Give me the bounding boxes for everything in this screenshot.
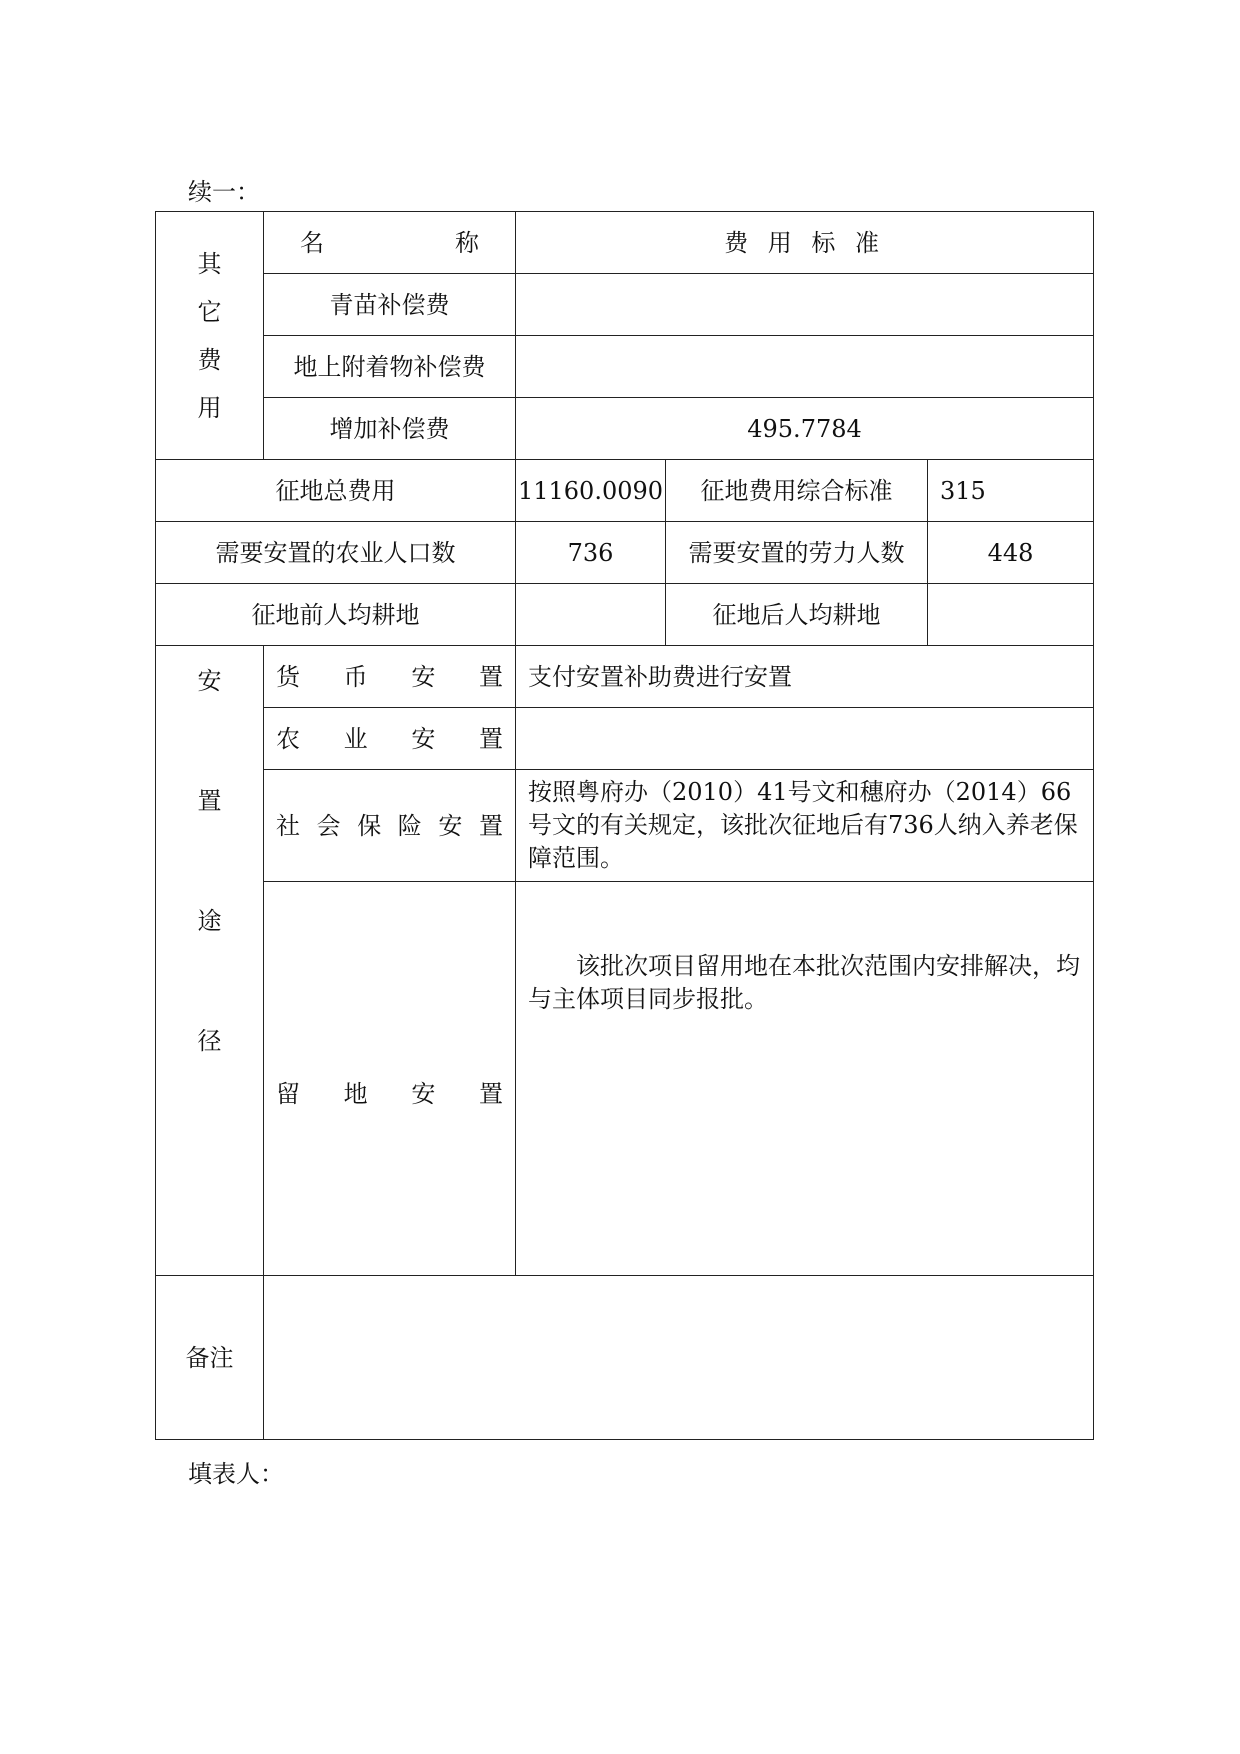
name-char: 留	[276, 1080, 300, 1108]
fee-value-seedling	[516, 274, 1094, 336]
fee-name-attachments: 地上附着物补偿费	[264, 336, 516, 398]
agri-population-value: 736	[516, 522, 666, 584]
reserved-land-resettlement-cell	[516, 882, 1094, 1276]
fee-value-attachments	[516, 336, 1094, 398]
name-char: 货	[276, 662, 300, 691]
monetary-resettlement-name	[264, 646, 516, 708]
header-name-char: 名	[300, 228, 324, 257]
agricultural-resettlement-name	[264, 708, 516, 770]
continuation-label: 续一：	[188, 178, 260, 206]
name-char: 保	[357, 811, 382, 840]
name-char: 安	[411, 1080, 436, 1108]
name-char: 安	[438, 811, 463, 840]
other-fees-label-char: 用	[197, 393, 222, 422]
name-char: 农	[276, 724, 300, 753]
header-name-cell	[264, 212, 516, 274]
header-name-char: 称	[455, 228, 479, 257]
labor-count-value: 448	[928, 522, 1094, 584]
fee-value-additional: 495.7784	[516, 398, 1094, 460]
farmland-before-value	[516, 584, 666, 646]
name-char: 业	[343, 724, 368, 753]
remarks-value	[264, 1276, 1094, 1440]
comprehensive-standard-value: 315	[928, 460, 1094, 522]
reserved-land-resettlement-value: 该批次项目留用地在本批次范围内安排解决，均与主体项目同步报批。	[528, 952, 1080, 1013]
name-char: 会	[316, 811, 341, 840]
comprehensive-standard-label: 征地费用综合标准	[666, 460, 928, 522]
name-char: 地	[343, 1080, 368, 1108]
resettlement-label-char: 途	[197, 907, 222, 935]
resettlement-label-char: 置	[197, 787, 222, 815]
resettlement-section-label	[156, 646, 264, 1276]
resettlement-label-char: 安	[197, 667, 222, 695]
fee-name-additional: 增加补偿费	[264, 398, 516, 460]
labor-count-label: 需要安置的劳力人数	[666, 522, 928, 584]
reserved-land-resettlement-name	[264, 882, 516, 1276]
other-fees-label-char: 费	[197, 345, 222, 374]
farmland-after-label: 征地后人均耕地	[666, 584, 928, 646]
farmland-after-value	[928, 584, 1094, 646]
fee-name-seedling: 青苗补偿费	[264, 274, 516, 336]
name-char: 置	[478, 724, 503, 753]
land-acquisition-form-table	[155, 211, 1094, 1440]
farmland-before-label: 征地前人均耕地	[156, 584, 516, 646]
social-insurance-resettlement-value: 按照粤府办（2010）41号文和穗府办（2014）66号文的有关规定，该批次征地后有736人纳入养老保障范围。	[516, 770, 1094, 882]
agricultural-resettlement-value	[516, 708, 1094, 770]
name-char: 币	[343, 662, 368, 691]
social-insurance-resettlement-name	[264, 770, 516, 882]
agri-population-label: 需要安置的农业人口数	[156, 522, 516, 584]
monetary-resettlement-value: 支付安置补助费进行安置	[516, 646, 1094, 708]
filler-label: 填表人：	[188, 1460, 284, 1488]
total-cost-label: 征地总费用	[156, 460, 516, 522]
name-char: 安	[411, 662, 436, 691]
name-char: 置	[478, 662, 503, 691]
other-fees-label-char: 它	[197, 297, 222, 326]
resettlement-label-char: 径	[197, 1027, 222, 1055]
remarks-label: 备注	[156, 1276, 264, 1440]
name-char: 安	[411, 724, 436, 753]
name-char: 置	[478, 1080, 503, 1108]
name-char: 险	[397, 811, 422, 840]
total-cost-value: 11160.0090	[516, 460, 666, 522]
header-standard-cell: 费 用 标 准	[516, 212, 1094, 274]
other-fees-label-char: 其	[197, 249, 222, 278]
other-fees-section-label	[156, 212, 264, 460]
name-char: 置	[478, 811, 503, 840]
name-char: 社	[276, 811, 300, 840]
